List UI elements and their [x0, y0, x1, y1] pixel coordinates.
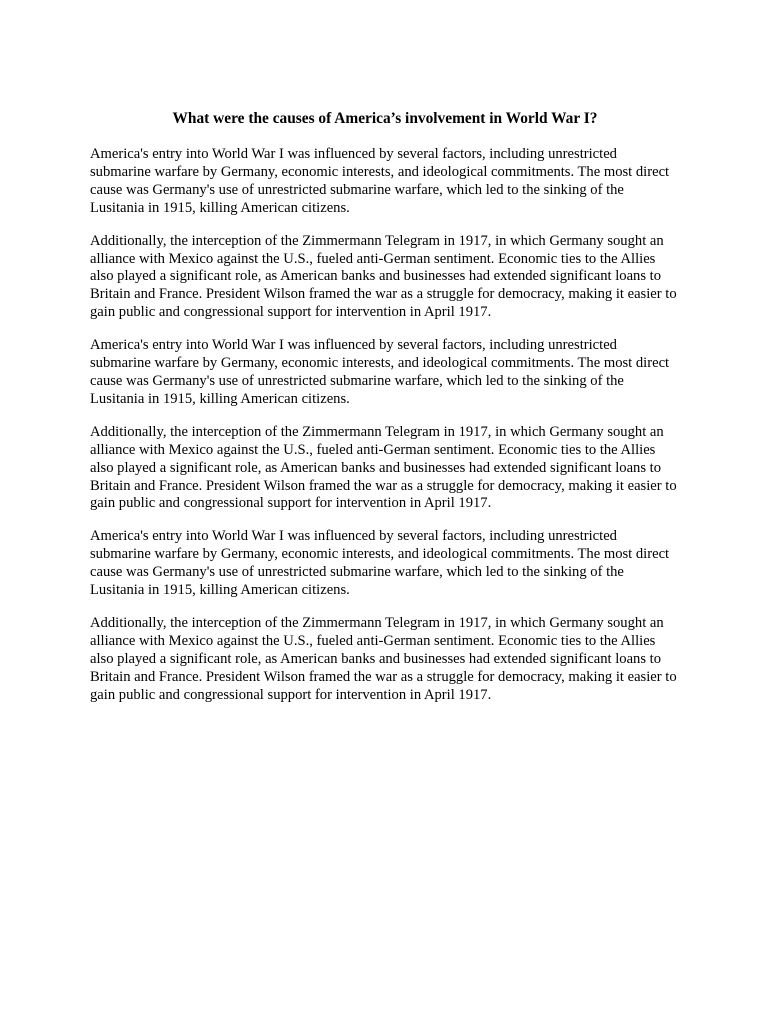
document-body — [90, 109, 680, 719]
paragraph-6: Additionally, the interception of the Zimmermann Telegram in 1917, in which Germany sought an alliance with Mexico against the U.S., fueled anti-German sentiment. Economic ties to the Allies also played a significant role, as American banks and businesses had extended significant loans to Britain and France. President Wilson framed the war as a struggle for democracy, making it easier to gain public and congressional support for intervention in April 1917. — [90, 614, 677, 703]
paragraph-1: America's entry into World War I was influenced by several factors, including unrestricted submarine warfare by Germany, economic interests, and ideological commitments. The most direct cause was Germany's use of unrestricted submarine warfare, which led to the sinking of the Lusitania in 1915, killing American citizens. — [90, 146, 670, 216]
paragraph-2: Additionally, the interception of the Zimmermann Telegram in 1917, in which Germany sought an alliance with Mexico against the U.S., fueled anti-German sentiment. Economic ties to the Allies also played a significant role, as American banks and businesses had extended significant loans to Britain and France. President Wilson framed the war as a struggle for democracy, making it easier to gain public and congressional support for intervention in April 1917. — [90, 232, 677, 321]
paragraph-3: America's entry into World War I was influenced by several factors, including unrestricted submarine warfare by Germany, economic interests, and ideological commitments. The most direct cause was Germany's use of unrestricted submarine warfare, which led to the sinking of the Lusitania in 1915, killing American citizens. — [90, 337, 670, 407]
document-title: What were the causes of America’s involvement in World War I? — [172, 110, 598, 127]
paragraph-4: Additionally, the interception of the Zimmermann Telegram in 1917, in which Germany sought an alliance with Mexico against the U.S., fueled anti-German sentiment. Economic ties to the Allies also played a significant role, as American banks and businesses had extended significant loans to Britain and France. President Wilson framed the war as a struggle for democracy, making it easier to gain public and congressional support for intervention in April 1917. — [90, 423, 677, 512]
paragraph-5: America's entry into World War I was influenced by several factors, including unrestricted submarine warfare by Germany, economic interests, and ideological commitments. The most direct cause was Germany's use of unrestricted submarine warfare, which led to the sinking of the Lusitania in 1915, killing American citizens. — [90, 528, 670, 599]
